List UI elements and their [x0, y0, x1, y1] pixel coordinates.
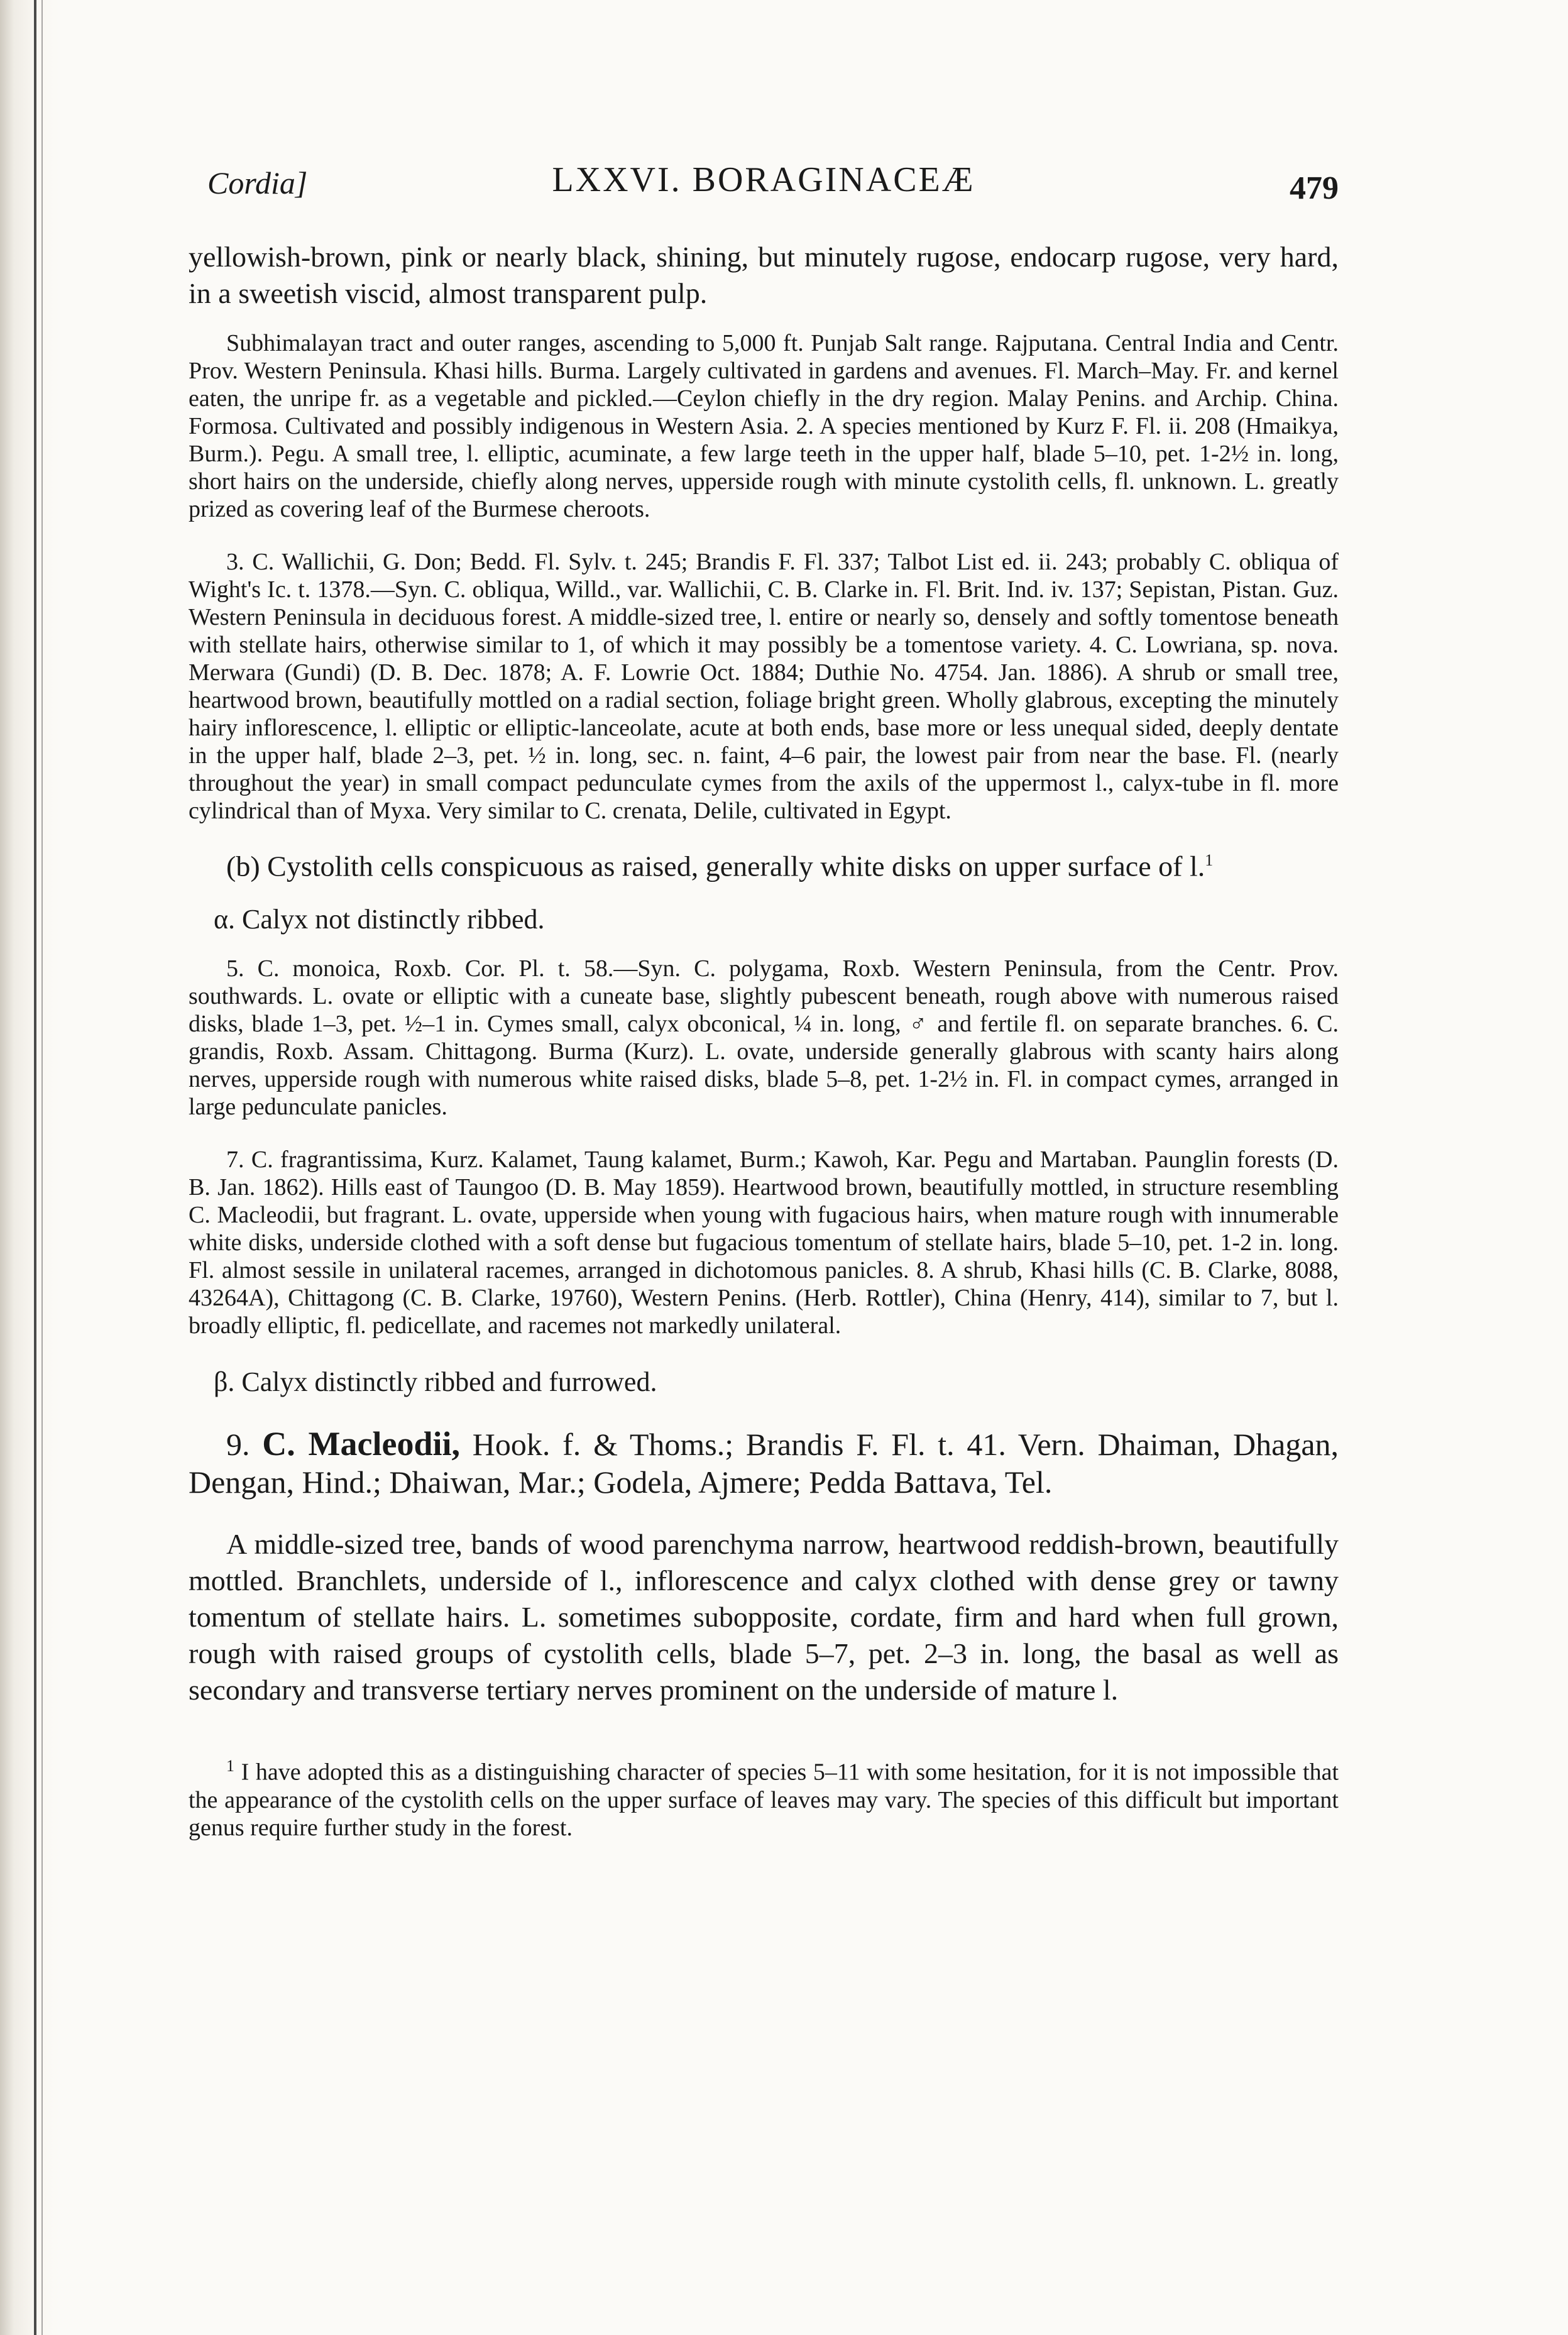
footnote-mark: 1: [226, 1757, 234, 1776]
section-heading-b-text: (b) Cystolith cells conspicuous as raised, generally white disks on upper surface of l.: [226, 850, 1205, 882]
binding-line: [34, 0, 36, 2335]
species-9-number: 9.: [226, 1427, 250, 1463]
paragraph-species-3-4: 3. C. Wallichii, G. Don; Bedd. Fl. Sylv. t. 245; Brandis F. Fl. 337; Talbot List ed. ii. 243; probably C. obliqua of Wight's Ic. t. 1378.—Syn. C. obliqua, Willd., var. Wallichii, C. B. Clarke in. Fl. Brit. Ind. iv. 137; Sepistan, Pistan. Guz. Western Peninsula in deciduous forest. A middle-sized tree, l. entire or nearly so, densely and softly tomentose beneath with stellate hairs, otherwise similar to 1, of which it may possibly be a tomentose variety. 4. C. Lowriana, sp. nova. Merwara (Gundi) (D. B. Dec. 1878; A. F. Lowrie Oct. 1884; Duthie No. 4754. Jan. 1886). A shrub or small tree, heartwood brown, beautifully mottled on a radial section, foliage bright green. Wholly glabrous, excepting the minutely hairy inflorescence, l. elliptic or elliptic-lanceolate, acute at both ends, base more or less unequal sided, deeply dentate in the upper half, blade 2–3, pet. ½ in. long, sec. n. faint, 4–6 pair, the lowest pair from near the base. Fl. (nearly throughout the year) in small compact pedunculate cymes from the axils of the uppermost l., calyx-tube in fl. more cylindrical than of Myxa. Very similar to C. crenata, Delile, cultivated in Egypt.: [189, 549, 1339, 824]
footnote-reference: 1: [1205, 851, 1214, 869]
footnote: [189, 1752, 1339, 1842]
running-header: [189, 151, 1339, 207]
section-heading-b: [189, 842, 1339, 884]
paragraph-species-5-6: 5. C. monoica, Roxb. Cor. Pl. t. 58.—Syn. C. polygama, Roxb. Western Peninsula, from the Centr. Prov. southwards. L. ovate or elliptic with a cuneate base, slightly pubescent beneath, rough above with numerous raised disks, blade 1–3, pet. ½–1 in. Cymes small, calyx obconical, ¼ in. long, ♂ and fertile fl. on separate branches. 6. C. grandis, Roxb. Assam. Chittagong. Burma (Kurz). L. ovate, underside generally glabrous with scanty hairs along nerves, upperside rough with numerous white raised disks, blade 5–8, pet. 1-2½ in. Fl. in compact cymes, arranged in large pedunculate panicles.: [189, 955, 1339, 1121]
paragraph-species-9-description: A middle-sized tree, bands of wood parenchyma narrow, heartwood reddish-brown, beautifully mottled. Branchlets, underside of l., inflorescence and calyx clothed with dense grey or tawny tomentum of stellate hairs. L. sometimes subopposite, cordate, firm and hard when full grown, rough with raised groups of cystolith cells, blade 5–7, pet. 2–3 in. long, the basal as well as secondary and transverse tertiary nerves prominent on the underside of mature l.: [189, 1528, 1339, 1706]
page-content: [189, 151, 1339, 1842]
species-9-references: Hook. f. & Thoms.; Brandis F. Fl. t. 41. Vern. Dhaiman, Dhagan, Dengan, Hind.; Dhaiwan, Mar.; Godela, Ajmere; Pedda Battava, Tel.: [189, 1427, 1339, 1500]
page-number: 479: [1290, 170, 1339, 206]
footnote-text: I have adopted this as a distinguishing character of species 5–11 with some hesitation, for it is not impossible that the appearance of the cystolith cells on the upper surface of leaves may vary. The species of this difficult but important genus require further study in the forest.: [189, 1759, 1339, 1841]
paragraph-distribution: Subhimalayan tract and outer ranges, ascending to 5,000 ft. Punjab Salt range. Rajputana. Central India and Centr. Prov. Western Peninsula. Khasi hills. Burma. Largely cultivated in gardens and avenues. Fl. March–May. Fr. and kernel eaten, the unripe fr. as a vegetable and pickled.—Ceylon chiefly in the dry region. Malay Penins. and Archip. China. Formosa. Cultivated and possibly indigenous in Western Asia. 2. A species mentioned by Kurz F. Fl. ii. 208 (Hmaikya, Burm.). Pegu. A small tree, l. elliptic, acuminate, a few large teeth in the upper half, blade 5–10, pet. 1-2½ in. long, short hairs on the underside, chiefly along nerves, upperside rough with minute cystolith cells, fl. unknown. L. greatly prized as covering leaf of the Burmese cheroots.: [189, 330, 1339, 522]
header-title: LXXVI. BORAGINACEÆ: [552, 160, 975, 199]
header-section: Cordia]: [207, 165, 308, 201]
paragraph-fruit-description: yellowish-brown, pink or nearly black, shining, but minutely rugose, endocarp rugose, very hard, in a sweetish viscid, almost transparent pulp.: [189, 241, 1339, 309]
page-edge-shadow: [0, 0, 60, 2335]
binding-line-secondary: [41, 0, 43, 2335]
subheading-alpha: α. Calyx not distinctly ribbed.: [214, 904, 545, 935]
species-9-name: C. Macleodii,: [262, 1425, 460, 1463]
subheading-beta: β. Calyx distinctly ribbed and furrowed.: [214, 1366, 657, 1398]
species-9-heading: [189, 1425, 1339, 1501]
paragraph-species-7-8: 7. C. fragrantissima, Kurz. Kalamet, Taung kalamet, Burm.; Kawoh, Kar. Pegu and Martaban. Paunglin forests (D. B. Jan. 1862). Hills east of Taungoo (D. B. May 1859). Heartwood brown, beautifully mottled, in structure resembling C. Macleodii, but fragrant. L. ovate, upperside when young with fugacious hairs, when mature rough with innumerable white disks, underside clothed with a soft dense but fugacious tomentum of stellate hairs, blade 5–10, pet. 1-2 in. long. Fl. almost sessile in unilateral racemes, arranged in dichotomous panicles. 8. A shrub, Khasi hills (C. B. Clarke, 8088, 43264A), Chittagong (C. B. Clarke, 19760), Western Penins. (Herb. Rottler), China (Henry, 414), similar to 7, but l. broadly elliptic, fl. pedicellate, and racemes not markedly unilateral.: [189, 1146, 1339, 1339]
